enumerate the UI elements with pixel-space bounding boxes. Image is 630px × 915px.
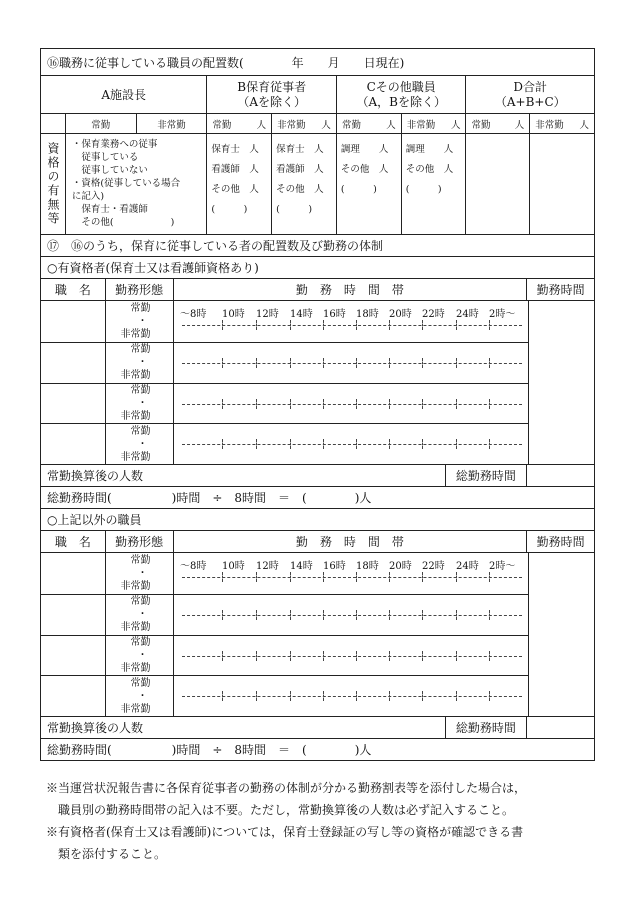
- hour-label: 22時: [422, 309, 445, 320]
- form-hijoukin: 非常勤: [120, 328, 151, 340]
- hour-label: 12時: [256, 309, 279, 320]
- form-hijoukin: 非常勤: [120, 370, 151, 382]
- timeband-cell[interactable]: [173, 424, 528, 464]
- hour-label: 22時: [422, 561, 445, 572]
- form-joukin: 常勤: [130, 596, 151, 608]
- time-tick: [456, 358, 457, 368]
- time-tick: [489, 651, 490, 661]
- time-tick: [389, 399, 390, 409]
- shokumei-cell[interactable]: [41, 553, 105, 594]
- other-fte-row: [41, 716, 594, 738]
- other-schedule-group: [41, 530, 594, 760]
- form-dot: ・: [137, 315, 148, 327]
- hour-label: 16時: [323, 309, 346, 320]
- other-title: ○上記以外の職員: [47, 513, 142, 527]
- a-note-item: ・資格(従事している場合: [71, 178, 181, 189]
- keitai-cell: [105, 553, 173, 594]
- time-tick: [422, 320, 423, 330]
- time-tick: [290, 358, 291, 368]
- time-tick: [422, 651, 423, 661]
- form-dot: ・: [137, 649, 148, 661]
- time-tick: [256, 439, 257, 449]
- time-tick: [389, 320, 390, 330]
- keitai-cell: [105, 301, 173, 342]
- time-tick: [290, 399, 291, 409]
- qualified-hours-cell[interactable]: [528, 301, 594, 464]
- form-hijoukin: 非常勤: [120, 580, 151, 592]
- other-formula[interactable]: 総勤務時間( )時間 ÷ 8時間 ＝ ( )人: [47, 743, 372, 757]
- table-row: [41, 635, 528, 676]
- time-tick: [356, 399, 357, 409]
- time-tick: [422, 358, 423, 368]
- time-tick: [256, 572, 257, 582]
- time-tick: [290, 691, 291, 701]
- c-joukin-item: 調理 人: [340, 144, 389, 155]
- staffing-form: [40, 48, 595, 761]
- b-hijoukin-header: 非常勤 人: [271, 114, 336, 133]
- keitai-cell: [105, 595, 173, 635]
- a-note-item: 従事していない: [71, 165, 148, 176]
- col-d-header: [465, 76, 594, 113]
- a-note-item: に記入): [71, 191, 105, 202]
- form-hijoukin: 非常勤: [120, 622, 151, 634]
- shokumei-cell[interactable]: [41, 343, 105, 383]
- time-tick: [323, 399, 324, 409]
- qualified-total-hours-label: 総勤務時間: [445, 465, 527, 486]
- time-tick: [256, 610, 257, 620]
- form-dot: ・: [137, 609, 148, 621]
- form-dot: ・: [137, 567, 148, 579]
- time-tick: [256, 691, 257, 701]
- c-joukin-header: 常勤 人: [336, 114, 401, 133]
- time-tick: [222, 399, 223, 409]
- table-row: [41, 553, 528, 594]
- other-col-shokumei: 職 名: [54, 535, 91, 549]
- section16-subheader-row: [41, 113, 594, 133]
- hour-label: ～8時: [180, 561, 207, 572]
- col-d-line2: （A+B+C）: [494, 94, 566, 109]
- time-tick: [323, 320, 324, 330]
- qualified-rows: [41, 300, 594, 464]
- b-hijoukin-item: その他 人: [276, 184, 324, 195]
- form-dot: ・: [137, 357, 148, 369]
- time-tick: [356, 358, 357, 368]
- c-hijoukin-header: 非常勤 人: [401, 114, 466, 133]
- time-tick: [356, 439, 357, 449]
- qualified-title: ○有資格者(保育士又は看護師資格あり): [47, 261, 259, 275]
- qualified-fte-label: 常勤換算後の人数: [47, 469, 144, 483]
- other-title-row: [41, 508, 594, 530]
- time-tick: [222, 572, 223, 582]
- qualified-header-row: [41, 278, 594, 300]
- time-dashed-line: [182, 325, 522, 326]
- a-note-item: その他( ): [71, 217, 175, 228]
- qualified-schedule-group: [41, 278, 594, 508]
- qualified-fte-row: [41, 464, 594, 486]
- hour-label: 2時～: [489, 561, 516, 572]
- time-tick: [222, 691, 223, 701]
- time-tick: [389, 651, 390, 661]
- other-header-row: [41, 530, 594, 552]
- b-joukin-header: 常勤 人: [206, 114, 271, 133]
- c-hijoukin-item: その他 人: [405, 164, 454, 175]
- other-rows: [41, 552, 594, 716]
- b-hijoukin-item: 保育士 人: [276, 144, 324, 155]
- a-notes-cell: [65, 134, 206, 234]
- form-joukin: 常勤: [130, 425, 151, 437]
- qualified-col-hours: 勤務時間: [526, 279, 594, 300]
- time-tick: [389, 572, 390, 582]
- time-tick: [489, 439, 490, 449]
- form-dot: ・: [137, 438, 148, 450]
- qualified-col-timeband: 勤 務 時 間 帯: [173, 279, 527, 300]
- d-hijoukin-header: 非常勤 人: [529, 114, 594, 133]
- time-tick: [456, 651, 457, 661]
- col-c-line2: （A，Bを除く）: [356, 94, 446, 109]
- qualified-formula-row: [41, 486, 594, 508]
- table-row: [41, 342, 528, 383]
- section16-header-row: [41, 75, 594, 113]
- other-col-timeband: 勤 務 時 間 帯: [173, 531, 527, 552]
- note-2-cont: 類を添付すること。: [58, 847, 167, 861]
- col-c-line1: Cその他職員: [366, 79, 436, 94]
- b-joukin-item: 保育士 人: [211, 144, 259, 155]
- time-tick: [389, 691, 390, 701]
- time-tick: [356, 610, 357, 620]
- form-hijoukin: 非常勤: [120, 662, 151, 674]
- table-row: [41, 675, 528, 716]
- timeband-cell[interactable]: [173, 384, 528, 424]
- time-tick: [323, 651, 324, 661]
- form-hijoukin: 非常勤: [120, 410, 151, 422]
- time-tick: [290, 572, 291, 582]
- form-dot: ・: [137, 397, 148, 409]
- timeband-cell[interactable]: [173, 676, 528, 716]
- time-tick: [323, 358, 324, 368]
- table-row: [41, 383, 528, 424]
- hour-label: 10時: [222, 561, 245, 572]
- time-tick: [422, 610, 423, 620]
- qualified-total-hours-value[interactable]: [526, 465, 594, 486]
- time-tick: [356, 320, 357, 330]
- time-tick: [456, 610, 457, 620]
- hour-label: ～8時: [180, 309, 207, 320]
- other-formula-row: [41, 738, 594, 760]
- keitai-cell: [105, 636, 173, 676]
- time-tick: [222, 610, 223, 620]
- shokumei-cell[interactable]: [41, 424, 105, 464]
- form-hijoukin: 非常勤: [120, 703, 151, 715]
- b-hijoukin-cell: [271, 134, 336, 234]
- time-dashed-line: [182, 444, 522, 445]
- hour-label: 24時: [456, 561, 479, 572]
- time-tick: [222, 651, 223, 661]
- shokumei-cell[interactable]: [41, 676, 105, 716]
- time-tick: [290, 320, 291, 330]
- c-joukin-cell: [336, 134, 401, 234]
- time-tick: [456, 691, 457, 701]
- d-hijoukin-cell: [529, 134, 594, 234]
- b-joukin-cell: [206, 134, 271, 234]
- hour-label: 2時～: [489, 309, 516, 320]
- d-joukin-header: 常勤 人: [465, 114, 529, 133]
- b-joukin-item: ( ): [211, 204, 248, 215]
- qualified-title-row: [41, 256, 594, 278]
- col-c-header: [336, 76, 466, 113]
- keitai-cell: [105, 424, 173, 464]
- timeband-cell[interactable]: [173, 301, 528, 342]
- time-dashed-line: [182, 656, 522, 657]
- col-a-header: A施設長: [101, 88, 147, 102]
- time-tick: [356, 572, 357, 582]
- time-dashed-line: [182, 615, 522, 616]
- table-row: [41, 301, 528, 342]
- b-hijoukin-item: 看護師 人: [276, 164, 324, 175]
- a-notes: [66, 134, 182, 229]
- time-tick: [489, 572, 490, 582]
- time-tick: [290, 439, 291, 449]
- footnotes: [46, 777, 586, 865]
- timeband-cell[interactable]: [173, 636, 528, 676]
- time-tick: [356, 691, 357, 701]
- time-tick: [256, 651, 257, 661]
- time-tick: [489, 358, 490, 368]
- a-hijoukin-header: 非常勤: [136, 114, 207, 133]
- time-dashed-line: [182, 696, 522, 697]
- d-joukin-cell: [465, 134, 529, 234]
- timeband-cell[interactable]: [173, 595, 528, 635]
- table-row: [41, 594, 528, 635]
- a-note-item: ・保育業務への従事: [71, 139, 158, 150]
- time-tick: [323, 439, 324, 449]
- a-note-item: 保育士・看護師: [71, 204, 148, 215]
- section16-title: ⑯職務に従事している職員の配置数( 年 月 日現在): [47, 55, 405, 70]
- form-joukin: 常勤: [130, 554, 151, 566]
- time-tick: [489, 320, 490, 330]
- hour-label: 14時: [290, 561, 313, 572]
- time-tick: [456, 399, 457, 409]
- shokumei-cell[interactable]: [41, 301, 105, 342]
- time-tick: [422, 691, 423, 701]
- c-joukin-item: その他 人: [340, 164, 389, 175]
- hour-label: 16時: [323, 561, 346, 572]
- hour-label: 20時: [389, 561, 412, 572]
- other-hours-cell[interactable]: [528, 553, 594, 716]
- other-fte-label: 常勤換算後の人数: [47, 721, 144, 735]
- c-joukin-item: ( ): [340, 184, 377, 195]
- time-tick: [389, 610, 390, 620]
- time-tick: [389, 358, 390, 368]
- col-d-line1: D合計: [513, 79, 548, 94]
- time-tick: [256, 320, 257, 330]
- time-tick: [323, 572, 324, 582]
- time-tick: [456, 572, 457, 582]
- time-tick: [323, 610, 324, 620]
- section16-title-row: [41, 49, 594, 75]
- section16-body-row: [41, 133, 594, 234]
- note-1: ※当運営状況報告書に各保育従事者の勤務の体制が分かる勤務割表等を添付した場合は，: [46, 781, 527, 795]
- time-tick: [422, 399, 423, 409]
- time-tick: [389, 439, 390, 449]
- shokumei-cell[interactable]: [41, 384, 105, 424]
- c-hijoukin-cell: [401, 134, 466, 234]
- time-tick: [222, 320, 223, 330]
- hour-label: 18時: [356, 561, 379, 572]
- section17-title: ⑰ ⑯のうち，保育に従事している者の配置数及び勤務の体制: [47, 239, 384, 253]
- qualified-col-keitai: 勤務形態: [105, 279, 173, 300]
- c-hijoukin-item: ( ): [405, 184, 442, 195]
- other-total-hours-label: 総勤務時間: [445, 717, 527, 738]
- time-tick: [489, 399, 490, 409]
- time-tick: [422, 572, 423, 582]
- time-tick: [256, 358, 257, 368]
- a-note-item: 従事している: [71, 152, 139, 163]
- keitai-cell: [105, 343, 173, 383]
- col-b-line2: （Aを除く）: [237, 94, 306, 109]
- timeband-cell[interactable]: [173, 343, 528, 383]
- b-joukin-item: 看護師 人: [211, 164, 259, 175]
- time-tick: [256, 399, 257, 409]
- form-joukin: 常勤: [130, 677, 151, 689]
- other-total-hours-value[interactable]: [526, 717, 594, 738]
- table-row: [41, 423, 528, 464]
- time-tick: [222, 439, 223, 449]
- col-b-header: [206, 76, 336, 113]
- hour-label: 10時: [222, 309, 245, 320]
- hour-label: 18時: [356, 309, 379, 320]
- time-tick: [422, 439, 423, 449]
- qualified-formula[interactable]: 総勤務時間( )時間 ÷ 8時間 ＝ ( )人: [47, 491, 372, 505]
- time-dashed-line: [182, 404, 522, 405]
- time-tick: [489, 691, 490, 701]
- form-joukin: 常勤: [130, 636, 151, 648]
- timeband-cell[interactable]: [173, 553, 528, 594]
- qualification-vertical-label: 資格の有無等: [45, 142, 60, 226]
- other-col-keitai: 勤務形態: [105, 531, 173, 552]
- time-tick: [290, 651, 291, 661]
- shokumei-cell[interactable]: [41, 636, 105, 676]
- a-joukin-header: 常勤: [65, 114, 136, 133]
- b-hijoukin-item: ( ): [276, 204, 313, 215]
- shokumei-cell[interactable]: [41, 595, 105, 635]
- keitai-cell: [105, 676, 173, 716]
- section17-title-row: [41, 234, 594, 256]
- b-joukin-item: その他 人: [211, 184, 259, 195]
- note-2: ※有資格者(保育士又は看護師)については，保育士登録証の写し等の資格が確認できる書: [46, 825, 524, 839]
- time-tick: [323, 691, 324, 701]
- time-tick: [290, 610, 291, 620]
- time-dashed-line: [182, 363, 522, 364]
- hour-label: 24時: [456, 309, 479, 320]
- other-col-hours: 勤務時間: [526, 531, 594, 552]
- time-dashed-line: [182, 577, 522, 578]
- time-tick: [356, 651, 357, 661]
- hour-label: 14時: [290, 309, 313, 320]
- time-tick: [456, 439, 457, 449]
- qualified-col-shokumei: 職 名: [54, 283, 91, 297]
- form-joukin: 常勤: [130, 302, 151, 314]
- note-1-cont: 職員別の勤務時間帯の記入は不要。ただし，常勤換算後の人数は必ず記入すること。: [58, 803, 515, 817]
- hour-label: 20時: [389, 309, 412, 320]
- hour-label: 12時: [256, 561, 279, 572]
- form-dot: ・: [137, 690, 148, 702]
- form-joukin: 常勤: [130, 344, 151, 356]
- time-tick: [489, 610, 490, 620]
- c-hijoukin-item: 調理 人: [405, 144, 454, 155]
- form-hijoukin: 非常勤: [120, 451, 151, 463]
- col-b-line1: B保育従事者: [237, 79, 307, 94]
- form-joukin: 常勤: [130, 384, 151, 396]
- time-tick: [222, 358, 223, 368]
- time-tick: [456, 320, 457, 330]
- keitai-cell: [105, 384, 173, 424]
